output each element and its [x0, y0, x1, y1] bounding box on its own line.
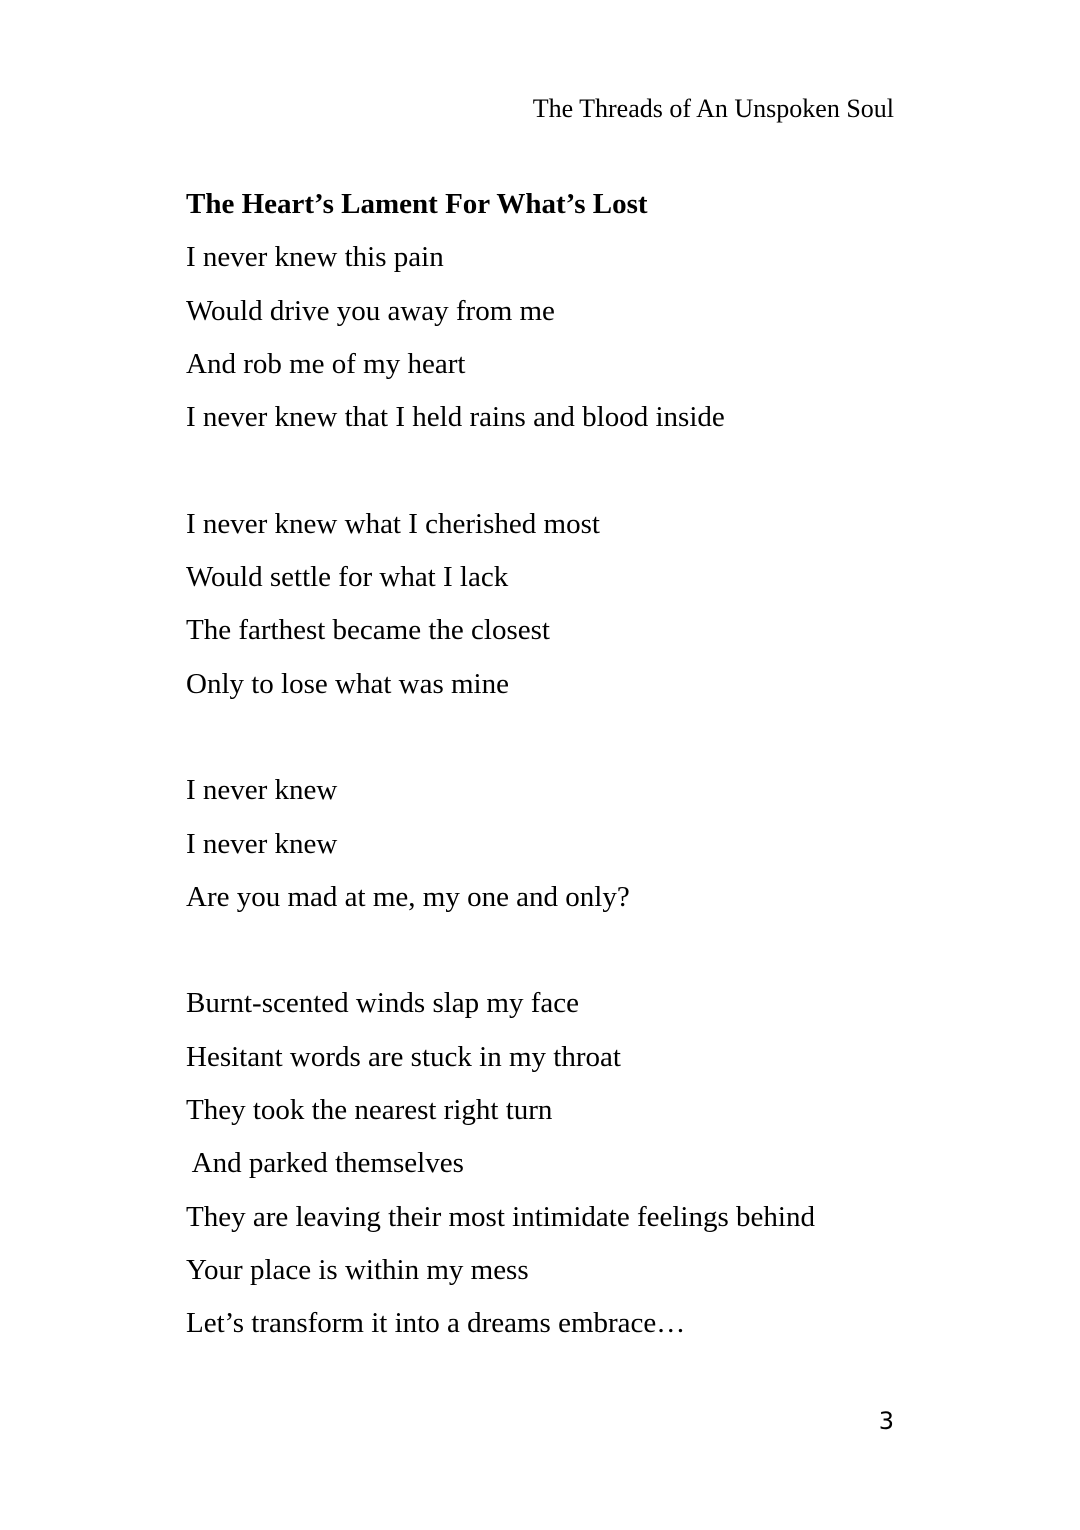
poem-line: I never knew what I cherished most: [186, 507, 600, 540]
poem-line: Hesitant words are stuck in my throat: [186, 1040, 621, 1073]
poem-line: I never knew this pain: [186, 241, 444, 274]
stanza-1: [186, 237, 946, 450]
stanza-4: [186, 983, 946, 1356]
poem-line: Only to lose what was mine: [186, 667, 509, 700]
poem-line: Your place is within my mess: [186, 1253, 529, 1286]
poem-line: I never knew: [186, 827, 338, 860]
poem-line: Would drive you away from me: [186, 294, 555, 327]
poem-line: The farthest became the closest: [186, 614, 550, 647]
poem-line: And rob me of my heart: [186, 347, 466, 380]
poem-line: And parked themselves: [186, 1147, 464, 1180]
poem-line: They are leaving their most intimidate feelings behind: [186, 1200, 815, 1233]
stanza-2: [186, 504, 946, 717]
poem-title: The Heart’s Lament For What’s Lost: [186, 188, 648, 220]
page-number: 3: [878, 1407, 894, 1435]
poem-line: Would settle for what I lack: [186, 561, 509, 594]
stanza-3: [186, 770, 946, 930]
running-header: The Threads of An Unspoken Soul: [532, 94, 894, 123]
poem-line: Burnt-scented winds slap my face: [186, 987, 580, 1020]
poem: [186, 184, 946, 1357]
poem-line: Are you mad at me, my one and only?: [186, 880, 630, 913]
poem-line: They took the nearest right turn: [186, 1094, 553, 1127]
poem-line: I never knew: [186, 774, 338, 807]
poem-line: Let’s transform it into a dreams embrace…: [186, 1307, 686, 1340]
poem-line: I never knew that I held rains and blood inside: [186, 401, 725, 434]
